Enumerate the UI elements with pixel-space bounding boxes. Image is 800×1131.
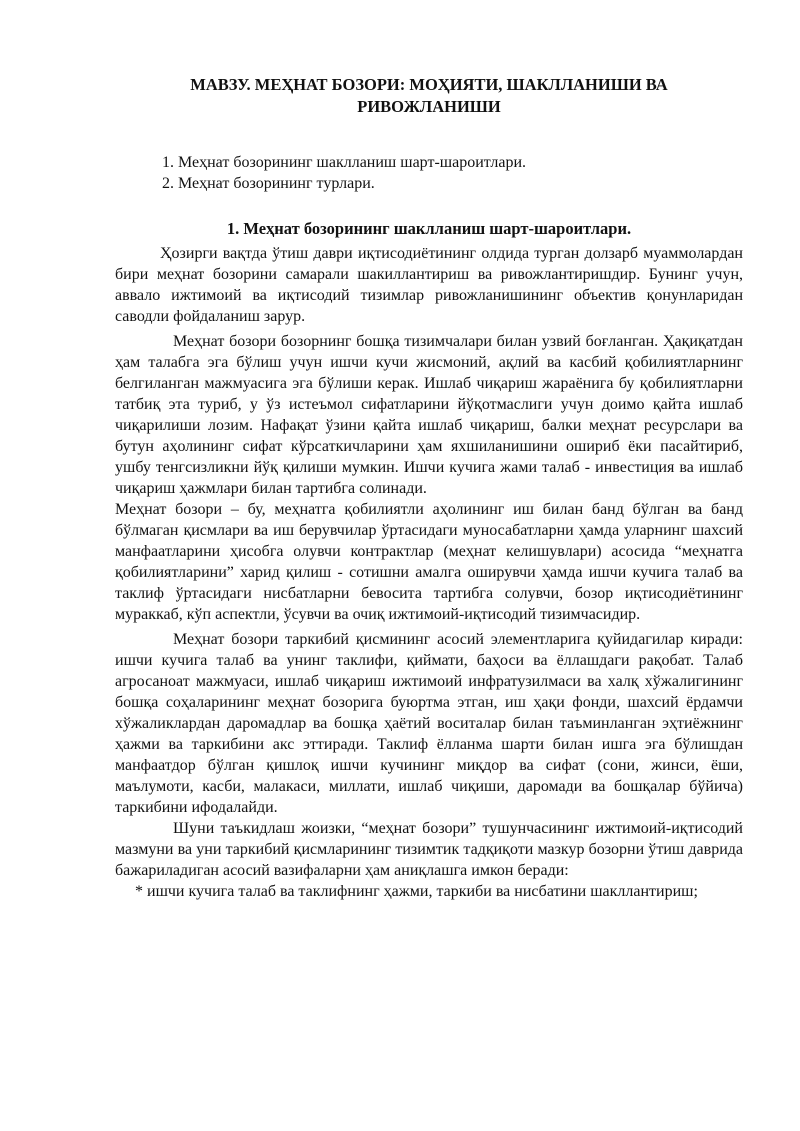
document-title bbox=[115, 74, 743, 118]
toc-item-1: 1. Меҳнат бозорининг шаклланиш шарт-шароитлари. bbox=[162, 154, 527, 171]
paragraph-3: Меҳнат бозори – бу, меҳнатга қобилиятли аҳолининг иш билан банд бўлган ва банд бўлмаган қисмлари ва иш берувчилар ўртасидаги муносабатларни ҳамда уларнинг шахсий манфаатларини ҳисобга олувчи контрактлар (меҳнат келишувлари) асосида “меҳнатга қобилиятларини” харид қилиш - сотишни амалга оширувчи ҳамда ишчи кучига талаб ва таклиф ўртасидаги нисбатларни бевосита тартибга солувчи, бозор иқтисодиётининг мураккаб, кўп аспектли, ўсувчи ва очиқ ижтимоий-иқтисодий тизимчасидир. bbox=[115, 501, 743, 623]
paragraph-4: Меҳнат бозори таркибий қисмининг асосий элементларига қуйидагилар киради: ишчи кучига талаб ва унинг таклифи, қиймати, баҳоси ва ёллашдаги рақобат. Талаб агросаноат мажмуаси, ишлаб чиқариш ижтимоий инфратузилмаси ва халқ хўжалигининг бошқа соҳаларининг меҳнат бозорига буюртма этган, иш ҳақи фонди, шахсий ёрдамчи хўжаликлардан даромадлар ва бошқа ҳаётий воситалар билан таъминланган эҳтиёжнинг ҳажми ва таркибини акс эттиради. Таклиф ёлланма шарти билан ишга эга бўлишдан манфаатдор бўлган қишлоқ ишчи кучининг миқдор ва сифат (сони, жинси, ёши, маълумоти, касби, малакаси, миллати, ишлаб чиқиши, даромади ва бошқалар бўйича) таркибини ифодалайди. bbox=[115, 631, 743, 816]
toc-item-2: 2. Меҳнат бозорининг турлари. bbox=[162, 175, 375, 192]
paragraph-5: Шуни таъкидлаш жоизки, “меҳнат бозори” тушунчасининг ижтимоий-иқтисодий мазмуни ва уни таркибий қисмларининг тизимтик тадқиқоти мазкур бозорни ўтиш даврида бажариладиган асосий вазифаларни ҳам аниқлашга имкон беради: bbox=[115, 820, 743, 879]
paragraph-1: Ҳозирги вақтда ўтиш даври иқтисодиётининг олдида турган долзарб муаммолардан бири меҳнат бозорини самарали шакиллантириш ва ривожлантиришдир. Бунинг учун, аввало ижтимоий ва иқтисодий тизимлар ривожланишининг объектив қонунларидан саводли фойдаланиш зарур. bbox=[115, 245, 743, 325]
paragraph-2: Меҳнат бозори бозорнинг бошқа тизимчалари билан узвий боғланган. Ҳақиқатдан ҳам талабга эга бўлиш учун ишчи кучи жисмоний, ақлий ва касбий қобилиятларнинг белгиланган мажмуасига эга бўлиши керак. Ишлаб чиқариш жараёнига бу қобилиятларни татбиқ эта туриб, у ўз истеъмол сифатларини йўқотмаслиги учун доимо қайта ишлаб чиқарилиши лозим. Нафақат ўзини қайта ишлаб чиқариш, балки меҳнат ресурслари ва бутун аҳолининг сифат кўрсаткичларини ҳам яхшиланишини ошириб ёки пасайтириб, ушбу тенгсизликни йўқ қилиши мумкин. Ишчи кучига жами талаб - инвестиция ва ишлаб чиқариш ҳажмлари билан тартибга солинади. bbox=[115, 333, 743, 497]
section-heading: 1. Меҳнат бозорининг шаклланиш шарт-шароитлари. bbox=[226, 219, 632, 238]
table-of-contents bbox=[162, 152, 743, 194]
title-line-2: РИВОЖЛАНИШИ bbox=[357, 97, 501, 116]
document-page bbox=[115, 74, 743, 902]
title-line-1: МАВЗУ. МЕҲНАТ БОЗОРИ: МОҲИЯТИ, ШАКЛЛАНИШИ ВА bbox=[190, 75, 668, 94]
bullet-item: * ишчи кучига талаб ва таклифнинг ҳажми, таркиби ва нисбатини шакллантириш; bbox=[135, 883, 698, 900]
